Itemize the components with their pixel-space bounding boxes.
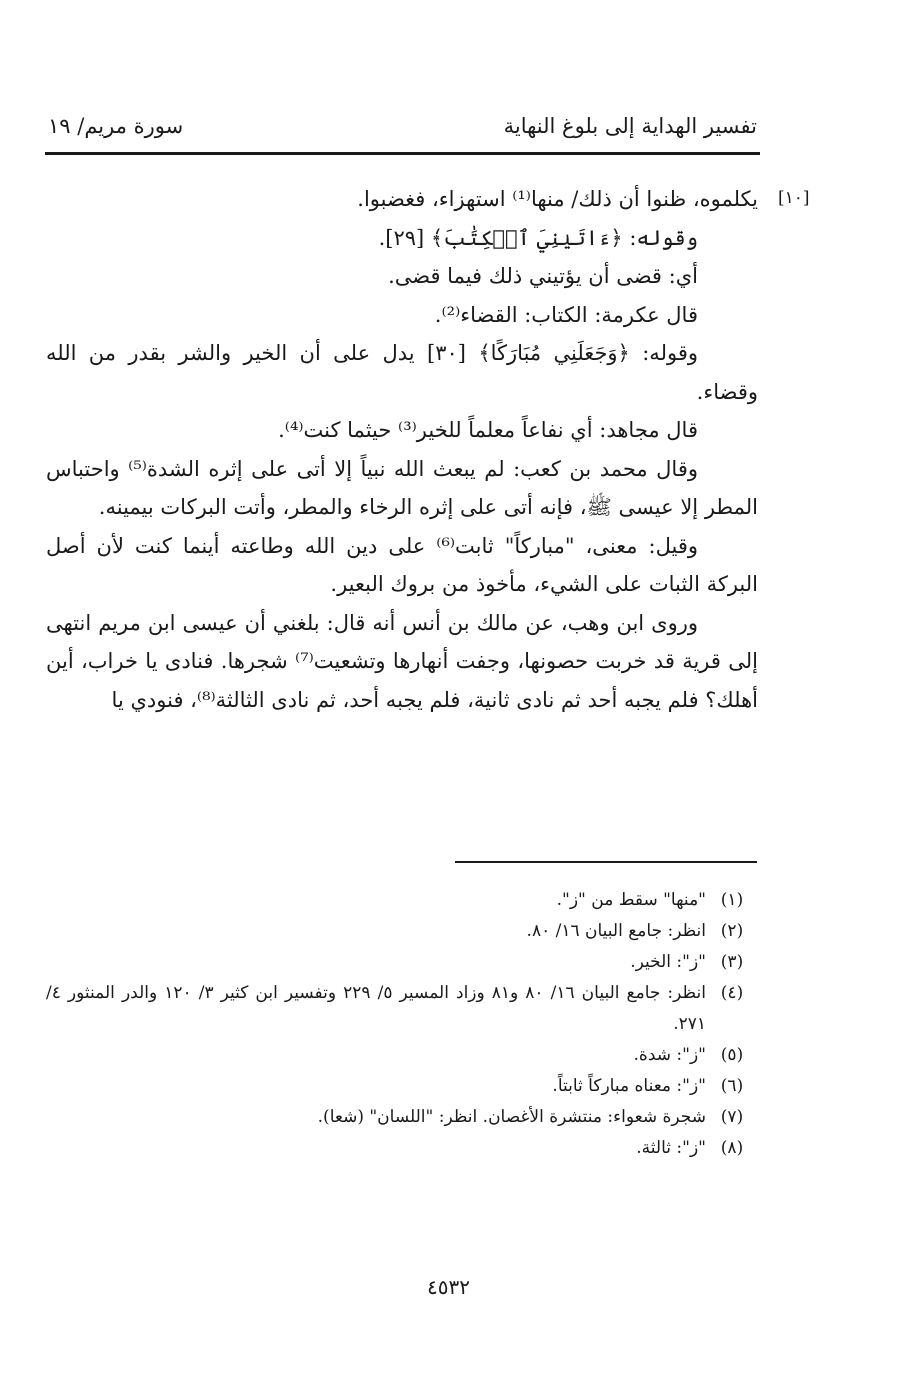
footnote-number: (٥) [720,1045,744,1065]
footnote [46,947,758,978]
footnote [46,1102,758,1133]
footnote-text: "ز": الخير. [630,952,706,972]
paragraph: قال مجاهد: أي نفاعاً معلماً للخير⁽³⁾ حيثما كنت⁽⁴⁾. [278,418,698,442]
footnote-divider [455,861,757,863]
paragraph: أي: قضى أن يؤتيني ذلك فيما قضى. [388,264,698,288]
footnote-text: "ز": ثالثة. [636,1138,706,1158]
paragraph: وروى ابن وهب، عن مالك بن أنس أنه قال: بلغني أن عيسى ابن مريم انتهى إلى قرية قد خربت حصونها، وجفت أنهارها وتشعيت⁽⁷⁾ شجرها. فنادى يا خراب، أين أهلك؟ فلم يجبه أحد ثم نادى ثانية، فلم يجبه أحد، ثم نادى الثالثة⁽⁸⁾، فنودي يا [46,610,759,712]
footnote-text: شجرة شعواء: منتشرة الأغصان. انظر: "اللسان" (شعا). [317,1107,706,1127]
footnote-number: (٦) [720,1076,744,1096]
footnote-text: "ز": شدة. [633,1045,706,1065]
main-text [46,180,758,719]
paragraph: وقال محمد بن كعب: لم يبعث الله نبياً إلا أتى على إثره الشدة⁽⁵⁾ واحتباس المطر إلا عيسى ﷺ، فإنه أتى على إثره الرخاء والمطر، وأتت البركات بيمينه. [46,456,758,519]
running-header-title: تفسير الهداية إلى بلوغ النهاية [503,114,757,138]
footnote [46,1071,758,1102]
footnote [46,916,758,947]
running-header-surah: سورة مريم/ ١٩ [48,114,184,138]
footnote [46,1040,758,1071]
footnote [46,1133,758,1164]
footnote-text: "ز": معناه مباركاً ثابتاً. [552,1076,706,1096]
footnote-number: (٧) [720,1107,744,1127]
paragraph: وقيل: معنى، "مباركاً" ثابت⁽⁶⁾ على دين الله وطاعته أينما كنت لأن أصل البركة الثبات على الشيء، مأخوذ من بروك البعير. [46,533,758,596]
footnotes [46,885,758,1164]
footnote-text: انظر: جامع البيان ١٦/ ٨٠ و٨١ وزاد المسير ٥/ ٢٢٩ وتفسير ابن كثير ٣/ ١٢٠ والدر المنثور ٤/ ٢٧١. [46,983,706,1034]
footnote [46,978,758,1040]
footnote [46,885,758,916]
footnote-number: (٢) [720,921,744,941]
paragraph: وقوله: ﴿وَجَعَلَنِي مُبَارَكًا﴾ [٣٠] يدل على أن الخير والشر بقدر من الله وقضاء. [46,341,758,404]
footnote-text: "منها" سقط من "ز". [556,890,706,910]
footnote-text: انظر: جامع البيان ١٦/ ٨٠. [526,921,706,941]
paragraph: وقوله: ﴿ءَاتَيٰنِيَ ٱلۡكِتَٰبَ﴾ [٢٩]. [378,225,698,250]
manuscript-folio-marker: [١٠] [778,188,810,208]
footnote-number: (٣) [720,952,744,972]
footnote-number: (١) [720,890,744,910]
paragraph: يكلموه، ظنوا أن ذلك/ منها⁽¹⁾ استهزاء، فغضبوا. [357,187,758,211]
footnote-number: (٨) [720,1138,744,1158]
page-number: ٤٥٣٢ [427,1275,470,1299]
header-divider [45,152,760,155]
footnote-number: (٤) [720,983,744,1003]
paragraph: قال عكرمة: الكتاب: القضاء⁽²⁾. [434,302,698,327]
